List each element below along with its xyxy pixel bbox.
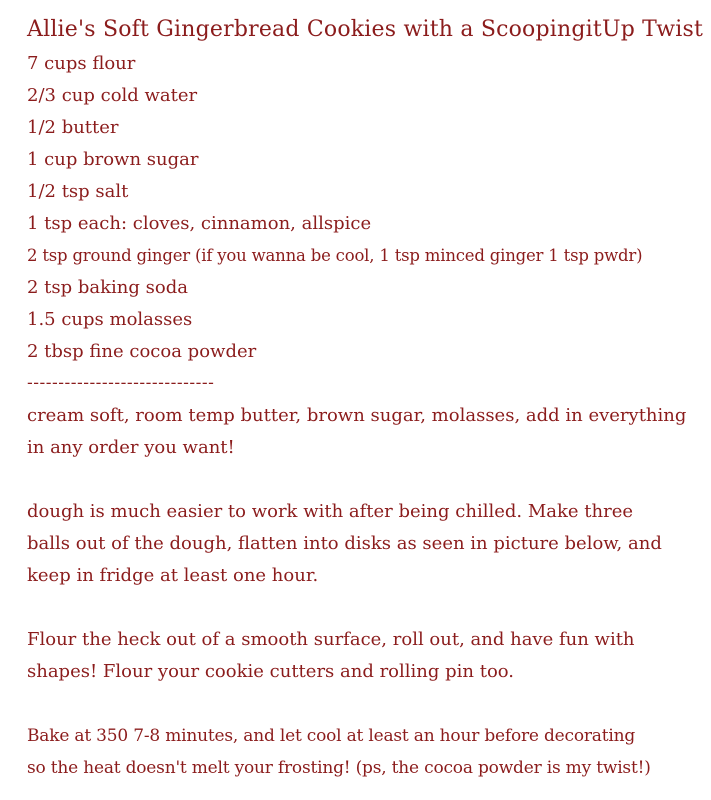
paragraph-spacer — [27, 688, 707, 720]
instruction-line: so the heat doesn't melt your frosting! (ps, the cocoa powder is my twist!) — [27, 758, 651, 778]
ingredient-item: 1 cup brown sugar — [27, 149, 199, 170]
ingredient-item: 2 tbsp fine cocoa powder — [27, 341, 257, 362]
ingredient-item: 1.5 cups molasses — [27, 309, 193, 330]
instruction-line: shapes! Flour your cookie cutters and rolling pin too. — [27, 661, 515, 682]
paragraph-spacer — [27, 464, 707, 496]
section-divider: ------------------------------ — [27, 373, 215, 393]
ingredient-item: 2 tsp ground ginger (if you wanna be cool, 1 tsp minced ginger 1 tsp pwdr) — [27, 246, 643, 265]
recipe-page — [27, 12, 707, 784]
instruction-line: balls out of the dough, flatten into disks as seen in picture below, and — [27, 533, 662, 554]
ingredient-item: 2 tsp baking soda — [27, 277, 188, 298]
ingredient-item: 1 tsp each: cloves, cinnamon, allspice — [27, 213, 372, 234]
recipe-title: Allie's Soft Gingerbread Cookies with a ScoopingitUp Twist — [27, 17, 704, 42]
paragraph-spacer — [27, 592, 707, 624]
ingredient-item: 1/2 tsp salt — [27, 181, 129, 202]
instruction-line: in any order you want! — [27, 437, 235, 458]
ingredient-list — [27, 48, 707, 368]
instruction-paragraph — [27, 496, 707, 592]
instruction-line: cream soft, room temp butter, brown sugar, molasses, add in everything — [27, 405, 687, 426]
instruction-line: keep in fridge at least one hour. — [27, 565, 319, 586]
instruction-paragraph — [27, 720, 707, 784]
instruction-paragraph — [27, 400, 707, 464]
ingredient-item: 1/2 butter — [27, 117, 119, 138]
instruction-line: dough is much easier to work with after being chilled. Make three — [27, 501, 634, 522]
instruction-line: Bake at 350 7-8 minutes, and let cool at least an hour before decorating — [27, 726, 636, 746]
ingredient-item: 7 cups flour — [27, 53, 136, 74]
ingredient-item: 2/3 cup cold water — [27, 85, 198, 106]
instruction-line: Flour the heck out of a smooth surface, roll out, and have fun with — [27, 629, 635, 650]
instruction-paragraph — [27, 624, 707, 688]
